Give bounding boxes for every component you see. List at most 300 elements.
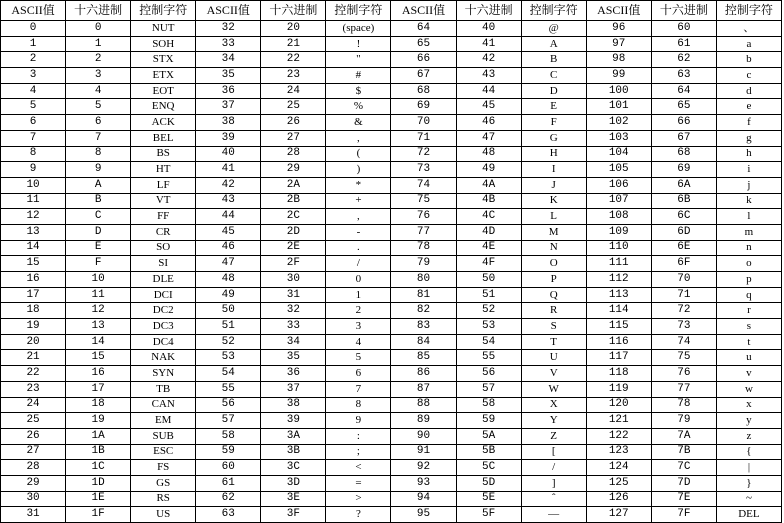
- char-cell: DC2: [131, 303, 196, 319]
- char-cell: /: [326, 256, 391, 272]
- hex-cell: 51: [456, 287, 521, 303]
- char-cell: 1: [326, 287, 391, 303]
- ascii-value-cell: 44: [196, 209, 261, 225]
- char-cell: s: [716, 319, 781, 335]
- char-cell: 8: [326, 397, 391, 413]
- hex-cell: 6F: [651, 256, 716, 272]
- table-row: [1, 130, 782, 146]
- hex-cell: 16: [66, 366, 131, 382]
- ascii-value-cell: 27: [1, 444, 66, 460]
- column-header: 控制字符: [521, 1, 586, 21]
- table-row: [1, 366, 782, 382]
- char-cell: x: [716, 397, 781, 413]
- char-cell: BS: [131, 146, 196, 162]
- column-header: 控制字符: [326, 1, 391, 21]
- table-row: [1, 507, 782, 523]
- hex-cell: 4D: [456, 224, 521, 240]
- hex-cell: 47: [456, 130, 521, 146]
- table-row: [1, 177, 782, 193]
- hex-cell: 6A: [651, 177, 716, 193]
- ascii-value-cell: 51: [196, 319, 261, 335]
- char-cell: %: [326, 99, 391, 115]
- ascii-value-cell: 20: [1, 334, 66, 350]
- table-body: [1, 21, 782, 523]
- ascii-value-cell: 1: [1, 36, 66, 52]
- hex-cell: 4E: [456, 240, 521, 256]
- hex-cell: 54: [456, 334, 521, 350]
- ascii-value-cell: 16: [1, 272, 66, 288]
- ascii-value-cell: 29: [1, 475, 66, 491]
- ascii-value-cell: 116: [586, 334, 651, 350]
- column-header: 控制字符: [716, 1, 781, 21]
- ascii-value-cell: 62: [196, 491, 261, 507]
- ascii-value-cell: 50: [196, 303, 261, 319]
- char-cell: $: [326, 83, 391, 99]
- column-header: ASCII值: [1, 1, 66, 21]
- char-cell: f: [716, 115, 781, 131]
- header-row: [1, 1, 782, 21]
- char-cell: —: [521, 507, 586, 523]
- char-cell: BEL: [131, 130, 196, 146]
- ascii-value-cell: 37: [196, 99, 261, 115]
- ascii-value-cell: 112: [586, 272, 651, 288]
- ascii-value-cell: 121: [586, 413, 651, 429]
- char-cell: {: [716, 444, 781, 460]
- hex-cell: 76: [651, 366, 716, 382]
- char-cell: L: [521, 209, 586, 225]
- ascii-value-cell: 61: [196, 475, 261, 491]
- ascii-value-cell: 99: [586, 68, 651, 84]
- table-row: [1, 52, 782, 68]
- char-cell: A: [521, 36, 586, 52]
- hex-cell: 27: [261, 130, 326, 146]
- hex-cell: 15: [66, 350, 131, 366]
- hex-cell: 2B: [261, 193, 326, 209]
- ascii-value-cell: 58: [196, 428, 261, 444]
- char-cell: EOT: [131, 83, 196, 99]
- hex-cell: 48: [456, 146, 521, 162]
- ascii-value-cell: 84: [391, 334, 456, 350]
- char-cell: E: [521, 99, 586, 115]
- ascii-value-cell: 95: [391, 507, 456, 523]
- char-cell: 3: [326, 319, 391, 335]
- hex-cell: F: [66, 256, 131, 272]
- hex-cell: 6: [66, 115, 131, 131]
- ascii-value-cell: 123: [586, 444, 651, 460]
- char-cell: ACK: [131, 115, 196, 131]
- table-row: [1, 428, 782, 444]
- ascii-value-cell: 14: [1, 240, 66, 256]
- hex-cell: 46: [456, 115, 521, 131]
- hex-cell: 3C: [261, 460, 326, 476]
- hex-cell: 3E: [261, 491, 326, 507]
- ascii-value-cell: 97: [586, 36, 651, 52]
- table-row: [1, 146, 782, 162]
- hex-cell: C: [66, 209, 131, 225]
- ascii-value-cell: 114: [586, 303, 651, 319]
- char-cell: EM: [131, 413, 196, 429]
- char-cell: DLE: [131, 272, 196, 288]
- hex-cell: 5F: [456, 507, 521, 523]
- ascii-value-cell: 86: [391, 366, 456, 382]
- ascii-value-cell: 125: [586, 475, 651, 491]
- char-cell: GS: [131, 475, 196, 491]
- ascii-value-cell: 113: [586, 287, 651, 303]
- table-row: [1, 240, 782, 256]
- hex-cell: 24: [261, 83, 326, 99]
- hex-cell: 62: [651, 52, 716, 68]
- ascii-value-cell: 103: [586, 130, 651, 146]
- hex-cell: 9: [66, 162, 131, 178]
- table-row: [1, 36, 782, 52]
- hex-cell: 1B: [66, 444, 131, 460]
- char-cell: #: [326, 68, 391, 84]
- hex-cell: 3F: [261, 507, 326, 523]
- hex-cell: 5B: [456, 444, 521, 460]
- char-cell: :: [326, 428, 391, 444]
- hex-cell: 7D: [651, 475, 716, 491]
- char-cell: /: [521, 460, 586, 476]
- hex-cell: 64: [651, 83, 716, 99]
- ascii-value-cell: 68: [391, 83, 456, 99]
- ascii-value-cell: 79: [391, 256, 456, 272]
- char-cell: TB: [131, 381, 196, 397]
- table-row: [1, 83, 782, 99]
- hex-cell: 26: [261, 115, 326, 131]
- hex-cell: 49: [456, 162, 521, 178]
- hex-cell: 57: [456, 381, 521, 397]
- ascii-value-cell: 12: [1, 209, 66, 225]
- char-cell: -: [326, 224, 391, 240]
- table-row: [1, 397, 782, 413]
- ascii-value-cell: 4: [1, 83, 66, 99]
- char-cell: SUB: [131, 428, 196, 444]
- char-cell: *: [326, 177, 391, 193]
- char-cell: FS: [131, 460, 196, 476]
- char-cell: q: [716, 287, 781, 303]
- ascii-value-cell: 7: [1, 130, 66, 146]
- hex-cell: 68: [651, 146, 716, 162]
- ascii-value-cell: 74: [391, 177, 456, 193]
- column-header: ASCII值: [586, 1, 651, 21]
- hex-cell: A: [66, 177, 131, 193]
- table-row: [1, 21, 782, 37]
- ascii-value-cell: 48: [196, 272, 261, 288]
- hex-cell: 52: [456, 303, 521, 319]
- char-cell: @: [521, 21, 586, 37]
- table-row: [1, 319, 782, 335]
- char-cell: p: [716, 272, 781, 288]
- ascii-value-cell: 0: [1, 21, 66, 37]
- ascii-value-cell: 24: [1, 397, 66, 413]
- table-row: [1, 350, 782, 366]
- table-row: [1, 224, 782, 240]
- hex-cell: 73: [651, 319, 716, 335]
- char-cell: FF: [131, 209, 196, 225]
- table-row: [1, 303, 782, 319]
- hex-cell: 61: [651, 36, 716, 52]
- char-cell: US: [131, 507, 196, 523]
- hex-cell: 67: [651, 130, 716, 146]
- hex-cell: 18: [66, 397, 131, 413]
- hex-cell: 2F: [261, 256, 326, 272]
- hex-cell: 56: [456, 366, 521, 382]
- ascii-value-cell: 49: [196, 287, 261, 303]
- char-cell: DCI: [131, 287, 196, 303]
- char-cell: SOH: [131, 36, 196, 52]
- hex-cell: 23: [261, 68, 326, 84]
- char-cell: k: [716, 193, 781, 209]
- hex-cell: D: [66, 224, 131, 240]
- ascii-value-cell: 109: [586, 224, 651, 240]
- char-cell: a: [716, 36, 781, 52]
- hex-cell: 50: [456, 272, 521, 288]
- char-cell: ": [326, 52, 391, 68]
- ascii-value-cell: 92: [391, 460, 456, 476]
- ascii-value-cell: 40: [196, 146, 261, 162]
- hex-cell: 29: [261, 162, 326, 178]
- ascii-value-cell: 83: [391, 319, 456, 335]
- ascii-value-cell: 25: [1, 413, 66, 429]
- char-cell: =: [326, 475, 391, 491]
- ascii-value-cell: 56: [196, 397, 261, 413]
- ascii-value-cell: 89: [391, 413, 456, 429]
- ascii-value-cell: 39: [196, 130, 261, 146]
- hex-cell: 13: [66, 319, 131, 335]
- hex-cell: 36: [261, 366, 326, 382]
- ascii-value-cell: 85: [391, 350, 456, 366]
- ascii-value-cell: 100: [586, 83, 651, 99]
- char-cell: 7: [326, 381, 391, 397]
- char-cell: W: [521, 381, 586, 397]
- hex-cell: 77: [651, 381, 716, 397]
- ascii-value-cell: 28: [1, 460, 66, 476]
- hex-cell: 31: [261, 287, 326, 303]
- ascii-value-cell: 87: [391, 381, 456, 397]
- hex-cell: 78: [651, 397, 716, 413]
- char-cell: Z: [521, 428, 586, 444]
- char-cell: Q: [521, 287, 586, 303]
- char-cell: z: [716, 428, 781, 444]
- ascii-value-cell: 6: [1, 115, 66, 131]
- hex-cell: 4C: [456, 209, 521, 225]
- hex-cell: 65: [651, 99, 716, 115]
- hex-cell: 4B: [456, 193, 521, 209]
- char-cell: VT: [131, 193, 196, 209]
- ascii-value-cell: 107: [586, 193, 651, 209]
- char-cell: n: [716, 240, 781, 256]
- char-cell: l: [716, 209, 781, 225]
- hex-cell: 4A: [456, 177, 521, 193]
- ascii-value-cell: 118: [586, 366, 651, 382]
- char-cell: ,: [326, 130, 391, 146]
- hex-cell: 6E: [651, 240, 716, 256]
- char-cell: SYN: [131, 366, 196, 382]
- ascii-value-cell: 75: [391, 193, 456, 209]
- char-cell: X: [521, 397, 586, 413]
- hex-cell: 1: [66, 36, 131, 52]
- hex-cell: 17: [66, 381, 131, 397]
- table-row: [1, 272, 782, 288]
- ascii-value-cell: 36: [196, 83, 261, 99]
- char-cell: NAK: [131, 350, 196, 366]
- char-cell: h: [716, 146, 781, 162]
- char-cell: HT: [131, 162, 196, 178]
- char-cell: ENQ: [131, 99, 196, 115]
- hex-cell: 10: [66, 272, 131, 288]
- char-cell: ,: [326, 209, 391, 225]
- hex-cell: 12: [66, 303, 131, 319]
- hex-cell: 74: [651, 334, 716, 350]
- char-cell: DEL: [716, 507, 781, 523]
- char-cell: H: [521, 146, 586, 162]
- char-cell: v: [716, 366, 781, 382]
- table-row: [1, 99, 782, 115]
- ascii-value-cell: 21: [1, 350, 66, 366]
- column-header: 控制字符: [131, 1, 196, 21]
- char-cell: ESC: [131, 444, 196, 460]
- char-cell: CR: [131, 224, 196, 240]
- ascii-value-cell: 47: [196, 256, 261, 272]
- ascii-value-cell: 110: [586, 240, 651, 256]
- char-cell: B: [521, 52, 586, 68]
- ascii-value-cell: 34: [196, 52, 261, 68]
- ascii-value-cell: 94: [391, 491, 456, 507]
- char-cell: S: [521, 319, 586, 335]
- hex-cell: 6C: [651, 209, 716, 225]
- char-cell: 4: [326, 334, 391, 350]
- char-cell: o: [716, 256, 781, 272]
- hex-cell: 38: [261, 397, 326, 413]
- hex-cell: 37: [261, 381, 326, 397]
- char-cell: |: [716, 460, 781, 476]
- char-cell: LF: [131, 177, 196, 193]
- hex-cell: 2D: [261, 224, 326, 240]
- char-cell: C: [521, 68, 586, 84]
- ascii-value-cell: 17: [1, 287, 66, 303]
- column-header: 十六进制: [456, 1, 521, 21]
- column-header: 十六进制: [651, 1, 716, 21]
- ascii-value-cell: 18: [1, 303, 66, 319]
- column-header: ASCII值: [196, 1, 261, 21]
- hex-cell: 71: [651, 287, 716, 303]
- char-cell: F: [521, 115, 586, 131]
- ascii-value-cell: 76: [391, 209, 456, 225]
- ascii-value-cell: 80: [391, 272, 456, 288]
- char-cell: P: [521, 272, 586, 288]
- char-cell: M: [521, 224, 586, 240]
- char-cell: +: [326, 193, 391, 209]
- ascii-value-cell: 42: [196, 177, 261, 193]
- hex-cell: 59: [456, 413, 521, 429]
- char-cell: U: [521, 350, 586, 366]
- char-cell: NUT: [131, 21, 196, 37]
- ascii-value-cell: 88: [391, 397, 456, 413]
- hex-cell: 1C: [66, 460, 131, 476]
- ascii-value-cell: 67: [391, 68, 456, 84]
- char-cell: D: [521, 83, 586, 99]
- hex-cell: 4F: [456, 256, 521, 272]
- table-row: [1, 381, 782, 397]
- ascii-value-cell: 98: [586, 52, 651, 68]
- ascii-value-cell: 5: [1, 99, 66, 115]
- char-cell: <: [326, 460, 391, 476]
- hex-cell: 42: [456, 52, 521, 68]
- hex-cell: 45: [456, 99, 521, 115]
- hex-cell: 14: [66, 334, 131, 350]
- char-cell: 2: [326, 303, 391, 319]
- char-cell: ?: [326, 507, 391, 523]
- char-cell: O: [521, 256, 586, 272]
- hex-cell: 4: [66, 83, 131, 99]
- column-header: 十六进制: [66, 1, 131, 21]
- ascii-value-cell: 13: [1, 224, 66, 240]
- table-row: [1, 193, 782, 209]
- char-cell: RS: [131, 491, 196, 507]
- table-row: [1, 256, 782, 272]
- hex-cell: 79: [651, 413, 716, 429]
- hex-cell: 3B: [261, 444, 326, 460]
- table-row: [1, 334, 782, 350]
- ascii-value-cell: 65: [391, 36, 456, 52]
- hex-cell: 35: [261, 350, 326, 366]
- hex-cell: 6D: [651, 224, 716, 240]
- ascii-value-cell: 119: [586, 381, 651, 397]
- ascii-value-cell: 115: [586, 319, 651, 335]
- char-cell: }: [716, 475, 781, 491]
- ascii-value-cell: 43: [196, 193, 261, 209]
- ascii-value-cell: 71: [391, 130, 456, 146]
- char-cell: 9: [326, 413, 391, 429]
- char-cell: g: [716, 130, 781, 146]
- ascii-value-cell: 122: [586, 428, 651, 444]
- ascii-value-cell: 54: [196, 366, 261, 382]
- char-cell: SO: [131, 240, 196, 256]
- hex-cell: 0: [66, 21, 131, 37]
- ascii-value-cell: 22: [1, 366, 66, 382]
- table-header: [1, 1, 782, 21]
- hex-cell: 19: [66, 413, 131, 429]
- hex-cell: E: [66, 240, 131, 256]
- hex-cell: 7E: [651, 491, 716, 507]
- ascii-value-cell: 2: [1, 52, 66, 68]
- ascii-value-cell: 90: [391, 428, 456, 444]
- ascii-value-cell: 33: [196, 36, 261, 52]
- ascii-value-cell: 46: [196, 240, 261, 256]
- char-cell: 5: [326, 350, 391, 366]
- char-cell: 、: [716, 21, 781, 37]
- ascii-value-cell: 108: [586, 209, 651, 225]
- ascii-value-cell: 3: [1, 68, 66, 84]
- char-cell: c: [716, 68, 781, 84]
- hex-cell: 28: [261, 146, 326, 162]
- char-cell: K: [521, 193, 586, 209]
- hex-cell: 7A: [651, 428, 716, 444]
- hex-cell: 2A: [261, 177, 326, 193]
- hex-cell: 3D: [261, 475, 326, 491]
- hex-cell: 60: [651, 21, 716, 37]
- char-cell: ETX: [131, 68, 196, 84]
- ascii-value-cell: 106: [586, 177, 651, 193]
- ascii-value-cell: 124: [586, 460, 651, 476]
- ascii-value-cell: 81: [391, 287, 456, 303]
- ascii-value-cell: 35: [196, 68, 261, 84]
- hex-cell: 43: [456, 68, 521, 84]
- hex-cell: 2: [66, 52, 131, 68]
- ascii-value-cell: 45: [196, 224, 261, 240]
- ascii-value-cell: 127: [586, 507, 651, 523]
- char-cell: DC4: [131, 334, 196, 350]
